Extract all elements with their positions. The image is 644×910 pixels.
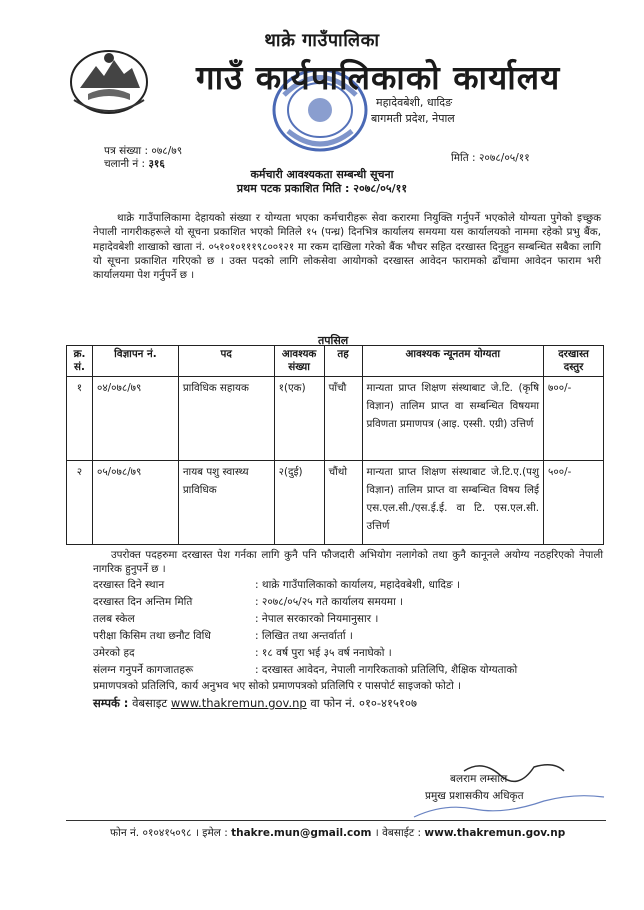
info-label: संलग्न गनुपर्ने कागजातहरू [93,664,194,676]
contact-phone: वा फोन नं. ०१०-४१५१०७ [310,696,417,710]
info-label: उमेरको हद [93,647,135,659]
info-value: : १८ वर्ष पुरा भई ३५ वर्ष ननाघेको । [255,647,392,659]
footer [110,826,565,840]
contact-line [93,696,417,710]
info-value: : लिखित तथा अन्तर्वार्ता । [255,630,353,642]
cell-sn: १ [67,377,93,461]
info-label: तलब स्केल [93,613,135,625]
signatory-title: प्रमुख प्रशासकीय अधिकृत [425,790,524,802]
footer-email[interactable]: thakre.mun@gmail.com [231,827,372,839]
table-row [67,461,604,545]
documents-continued: प्रमाणपत्रको प्रतिलिपि, कार्य अनुभव भए सोको प्रमाणपत्रको प्रतिलिपि र पासपोर्ट साइजको फोटो । [93,680,462,692]
cell-qualification: मान्यता प्राप्त शिक्षण संस्थाबाट जे.टि.ए.(पशु विज्ञान) तालिम प्राप्त वा सम्बन्धित विषय लिई एस.एल.सी./एस.ई.ई. वा टि. एस.एल.सी. उत्तिर्ण [362,461,544,545]
col-header-level: तह [324,346,362,377]
municipality-name: थाक्रे गाउँपालिका [264,30,380,51]
footer-web-label: । वेबसाईट : [374,827,422,839]
info-label: दरखास्त दिन अन्तिम मिति [93,596,193,608]
footer-website[interactable]: www.thakremun.gov.np [424,827,566,839]
table-header-row [67,346,604,377]
letter-number [104,144,182,158]
info-value: : दरखास्त आवेदन, नेपाली नागरिकताको प्रतिलिपि, शैक्षिक योग्यताको [255,664,518,676]
nepal-emblem-icon [66,44,152,116]
table-title: तपसिल [318,334,349,347]
cell-fee: ५००/- [544,461,604,545]
notice-published-date: प्रथम पटक प्रकाशित मिति : २०७८/०५/११ [236,182,408,195]
letter-number-value: ०७८/७९ [151,145,183,157]
footer-email-label: इमेल : [202,827,228,839]
contact-website-link[interactable]: www.thakremun.gov.np [170,696,307,710]
address-line-1: महादेवबेशी, धादिङ [376,96,453,109]
col-header-count: आवश्यक संख्या [274,346,324,377]
cell-post: प्राविधिक सहायक [178,377,274,461]
cell-adv: ०४/०७८/७९ [92,377,178,461]
info-label: परीक्षा किसिम तथा छनौट विधि [93,630,211,642]
date-label: मिति : [451,152,476,164]
info-value: : २०७८/०५/२५ गते कार्यालय समयमा । [255,596,404,608]
info-value: : नेपाल सरकारको नियमानुसार । [255,613,379,625]
contact-website-label: वेबसाइट [132,696,168,710]
col-header-sn: क्र. सं. [67,346,93,377]
cell-post: नायब पशु स्वास्थ्य प्राविधिक [178,461,274,545]
notice-body: थाक्रे गाउँपालिकामा देहायको संख्या र योग्यता भएका कर्मचारीहरू सेवा करारमा नियुक्ति गर्नुपर्ने भएकोले योग्यता पुगेको इच्छुक नेपाली नागरीकहरूले यो सूचना प्रकाशित भएको मितिले १५ (पन्ध्र) दिनभित्र कार्यालय समयमा यस कार्यालयको नाममा रहेको प्रभु बैंक, महादेवबेशी शाखाको खाता नं. ०५१०१०१११९८००१२१ मा रकम दाखिला गरेको बैंक भौचर सहित दरखास्त दिनुहुन सम्बन्धित सबैका लागि यो सूचना प्रकाशित गरिएको छ । उक्त पदको लागि लोकसेवा आयोगको दरखास्त आवेदन फारामको ढाँचामा आवेदन फाराम भरी कार्यालयमा पेश गर्नुपर्ने छ । [93,212,601,282]
info-value: : थाक्रे गाउँपालिकाको कार्यालय, महादेवबेशी, धादिङ । [255,579,460,591]
col-header-adv: विज्ञापन नं. [92,346,178,377]
signatory-name: बलराम लम्साल [450,773,508,785]
footer-divider [66,820,606,821]
cell-count: २(दुई) [274,461,324,545]
date-value: २०७८/०५/११ [478,152,530,164]
footer-phone: फोन नं. ०१०४१५०९८ । [110,827,199,839]
table-row [67,377,604,461]
letter-number-label: पत्र संख्या : [104,145,149,157]
cell-adv: ०५/०७८/७९ [92,461,178,545]
notice-subject: कर्मचारी आवश्यकता सम्बन्धी सूचना [250,168,394,181]
dispatch-number-value: ३१६ [148,158,165,170]
address-line-2: बागमती प्रदेश, नेपाल [371,112,455,125]
dispatch-number-label: चलानी नं : [104,158,146,170]
cell-count: १(एक) [274,377,324,461]
col-header-qualification: आवश्यक न्यूनतम योग्यता [362,346,544,377]
cell-level: चौंथो [324,461,362,545]
cell-sn: २ [67,461,93,545]
cell-level: पाँचौ [324,377,362,461]
col-header-fee: दरखास्त दस्तुर [544,346,604,377]
col-header-post: पद [178,346,274,377]
letter-date [451,151,530,165]
vacancy-table [66,345,604,545]
contact-label: सम्पर्क : [93,696,129,710]
eligibility-note: उपरोक्त पदहरुमा दरखास्त पेश गर्नका लागि कुनै पनि फौजदारी अभियोग नलागेको तथा कुनै कानूनले अयोग्य नठहरिएको नेपाली नागरिक हुनुपर्ने छ । [93,549,603,575]
cell-qualification: मान्यता प्राप्त शिक्षण संस्थाबाट जे.टि. (कृषि विज्ञान) तालिम प्राप्त वा सम्बन्धित विषयमा प्रविणता प्रमाणपत्र (आइ. एस्सी. एग्री) उत्तिर्ण [362,377,544,461]
info-label: दरखास्त दिने स्थान [93,579,165,591]
office-title: गाउँ कार्यपालिकाको कार्यालय [196,58,561,97]
cell-fee: ७००/- [544,377,604,461]
